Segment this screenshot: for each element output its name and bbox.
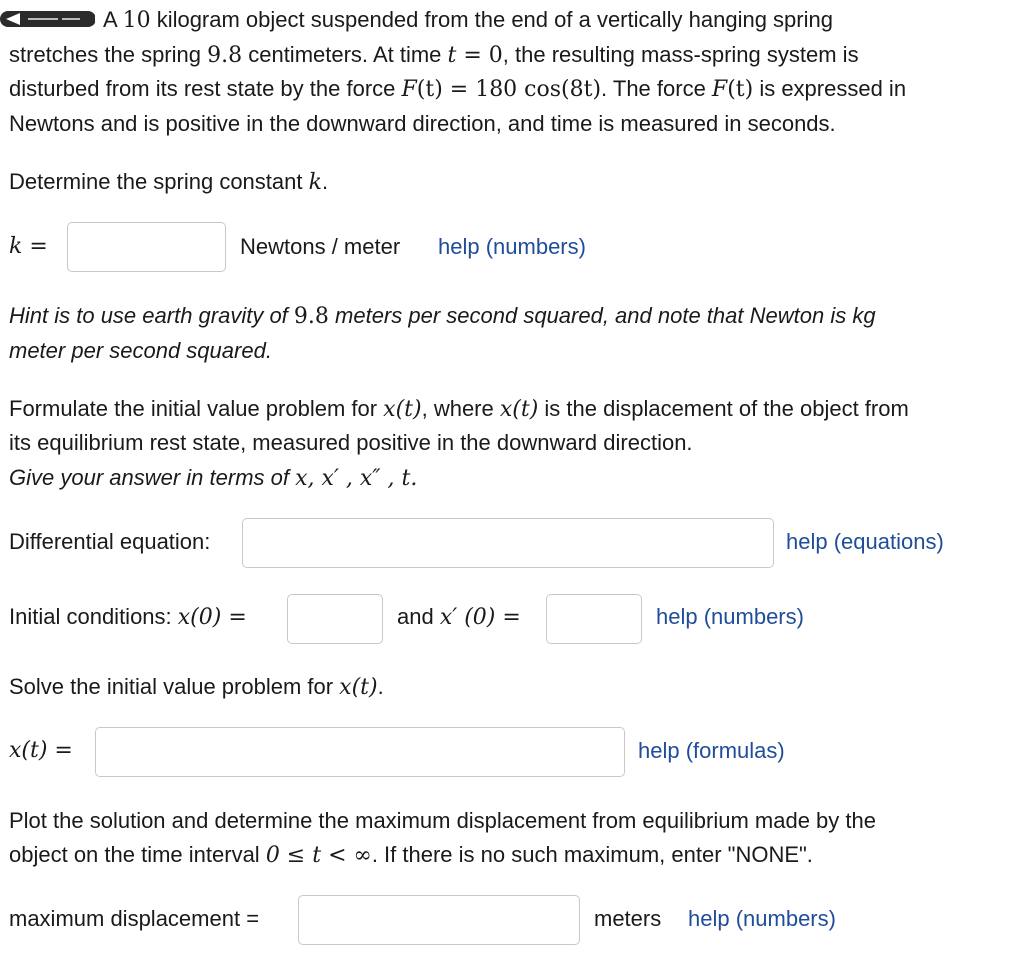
problem-line-3: disturbed from its rest state by the force F(t) = 180 cos(8t). The force F(t) is expressed in <box>9 76 907 102</box>
differential-equation-label: Differential equation: <box>9 529 211 554</box>
max-displacement-units: meters <box>594 906 662 931</box>
solution-label: x(t) = <box>9 738 73 763</box>
max-displacement-label: maximum displacement = <box>9 906 260 931</box>
solution-input[interactable] <box>95 727 625 777</box>
k-help-link[interactable]: help (numbers) <box>438 234 586 259</box>
x-prime-0-input[interactable] <box>546 594 642 644</box>
ivp-line-2: its equilibrium rest state, measured positive in the downward direction. <box>9 430 693 455</box>
ivp-line-3: Give your answer in terms of x, x′ , x″ , t. <box>9 465 418 491</box>
formulas-help-link[interactable]: help (formulas) <box>638 738 785 763</box>
k-label: k = <box>9 234 48 259</box>
spring-constant-prompt: Determine the spring constant k. <box>9 169 329 195</box>
max-displacement-input[interactable] <box>298 895 580 945</box>
problem-line-2: stretches the spring 9.8 centimeters. At time t = 0, the resulting mass-spring system is <box>9 42 859 68</box>
max-line-1: Plot the solution and determine the maximum displacement from equilibrium made by the <box>9 808 876 833</box>
max-line-2: object on the time interval 0 ≤ t < ∞. If there is no such maximum, enter "NONE". <box>9 842 813 868</box>
k-input[interactable] <box>67 222 226 272</box>
k-units: Newtons / meter <box>240 234 401 259</box>
problem-line-1: A 10 kilogram object suspended from the end of a vertically hanging spring <box>103 7 833 33</box>
max-displacement-help-link[interactable]: help (numbers) <box>688 906 836 931</box>
ivp-line-1: Formulate the initial value problem for x(t), where x(t) is the displacement of the object from <box>9 396 909 422</box>
hint-line-1: Hint is to use earth gravity of 9.8 meters per second squared, and note that Newton is kg <box>9 303 876 329</box>
problem-line-4: Newtons and is positive in the downward direction, and time is measured in seconds. <box>9 111 836 136</box>
rating-badge-icon <box>0 9 95 29</box>
solve-prompt: Solve the initial value problem for x(t). <box>9 674 384 700</box>
equations-help-link[interactable]: help (equations) <box>786 529 944 554</box>
x-prime-0-label: and x′ (0) = <box>397 604 521 630</box>
differential-equation-input[interactable] <box>242 518 774 568</box>
hint-line-2: meter per second squared. <box>9 338 272 363</box>
x0-input[interactable] <box>287 594 383 644</box>
initial-conditions-label: Initial conditions: x(0) = <box>9 604 247 630</box>
initial-conditions-help-link[interactable]: help (numbers) <box>656 604 804 629</box>
